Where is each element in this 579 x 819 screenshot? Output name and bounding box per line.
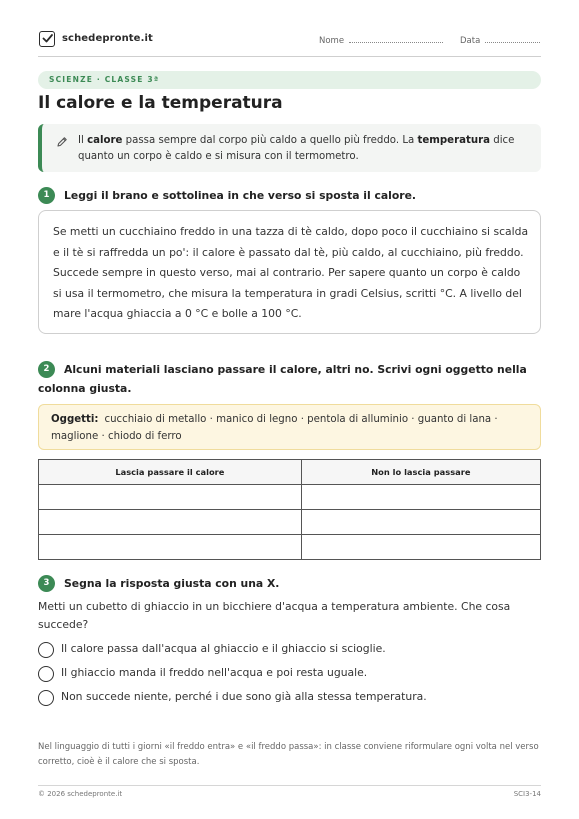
answer-cell[interactable] <box>301 535 540 560</box>
question-1-text: Leggi il brano e sottolinea in che verso si sposta il calore. <box>64 189 417 202</box>
option-b[interactable] <box>38 665 541 683</box>
reading-passage[interactable]: Se metti un cucchiaino freddo in una tazza di tè caldo, dopo poco il cucchiaino si scalda e il tè si raffredda un po': il calore è passato dal tè, più caldo, al cucchiaino, più freddo. Succede sempre in questo verso, mai al contrario. Per sapere quanto un corpo è caldo si usa il termometro, che misura la temperatura in gradi Celsius, scritti °C. A livello del mare l'acqua ghiaccia a 0 °C e bolle a 100 °C. <box>53 225 529 320</box>
question-3-text: Segna la risposta giusta con una X. <box>64 577 280 590</box>
name-label: Nome <box>319 36 345 46</box>
worksheet-page <box>38 0 541 819</box>
answer-cell[interactable] <box>39 535 302 560</box>
reading-passage-box <box>38 210 541 334</box>
option-a-label: Il calore passa dall'acqua al ghiaccio e il ghiaccio si scioglie. <box>61 642 386 655</box>
question-2-text: Alcuni materiali lasciano passare il calore, altri no. Scrivi ogni oggetto nella colonna giusta. <box>38 363 527 395</box>
question-1-number: 1 <box>38 187 55 204</box>
column-header-insulators: Non lo lascia passare <box>301 460 540 485</box>
table-row <box>39 535 541 560</box>
answer-cell[interactable] <box>39 510 302 535</box>
date-label: Data <box>460 36 481 46</box>
sorting-table <box>38 459 541 560</box>
radio-circle[interactable] <box>38 642 54 658</box>
option-c-label: Non succede niente, perché i due sono già alla stessa temperatura. <box>61 690 427 703</box>
page-header <box>38 30 541 50</box>
option-a[interactable] <box>38 641 541 659</box>
note-text: Il calore passa sempre dal corpo più caldo a quello più freddo. La temperatura dice quanto un corpo è caldo e si misura con il termometro. <box>78 135 515 162</box>
definition-note <box>38 124 541 172</box>
table-row <box>39 510 541 535</box>
option-b-label: Il ghiaccio manda il freddo nell'acqua e poi resta uguale. <box>61 666 368 679</box>
answer-cell[interactable] <box>39 485 302 510</box>
objects-label: Oggetti: <box>51 414 99 425</box>
checkbox-logo-icon <box>39 31 55 47</box>
footer-divider <box>38 785 541 786</box>
objects-box <box>38 404 541 450</box>
subject-pill <box>38 71 541 89</box>
page-title: Il calore e la temperatura <box>38 93 283 113</box>
date-field[interactable] <box>460 35 540 46</box>
objects-list: Oggetti: cucchiaio di metallo · manico di legno · pentola di alluminio · guanto di lana · maglione · chiodo di ferro <box>51 414 498 442</box>
date-line[interactable] <box>485 35 540 43</box>
column-header-conductors: Lascia passare il calore <box>39 460 302 485</box>
question-3-stem: Metti un cubetto di ghiaccio in un bicchiere d'acqua a temperatura ambiente. Che cosa succede? <box>38 600 511 631</box>
radio-circle[interactable] <box>38 690 54 706</box>
table-header-row <box>39 460 541 485</box>
brand-name: schedepronte.it <box>62 33 153 44</box>
subject-label: SCIENZE · CLASSE 3ª <box>49 75 160 84</box>
copyright: © 2026 schedepronte.it <box>38 790 123 798</box>
answer-cell[interactable] <box>301 485 540 510</box>
answer-cell[interactable] <box>301 510 540 535</box>
pencil-icon <box>56 136 68 148</box>
question-2-number: 2 <box>38 361 55 378</box>
name-field[interactable] <box>319 35 443 46</box>
name-line[interactable] <box>349 35 443 43</box>
header-divider <box>38 56 541 57</box>
question-3-number: 3 <box>38 575 55 592</box>
worksheet-code: SCI3-14 <box>513 790 541 798</box>
table-row <box>39 485 541 510</box>
teacher-footnote: Nel linguaggio di tutti i giorni «il freddo entra» e «il freddo passa»: in classe conviene riformulare ogni volta nel verso corretto, cioè è il calore che si sposta. <box>38 742 539 767</box>
radio-circle[interactable] <box>38 666 54 682</box>
option-c[interactable] <box>38 689 541 707</box>
